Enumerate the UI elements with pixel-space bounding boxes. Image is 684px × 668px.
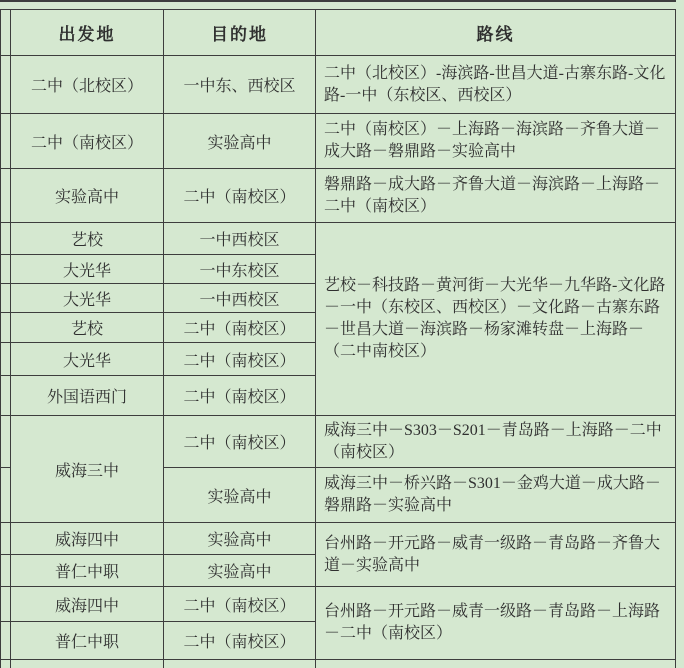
header-route: 路线 <box>316 10 676 56</box>
route-cell: 二中（北校区）-海滨路-世昌大道-古寨东路-文化路-一中（东校区、西校区） <box>316 56 676 114</box>
destination-cell: 二中（南校区） <box>164 343 316 376</box>
cropped-previous-row-border <box>0 0 676 2</box>
route-cell: 磐鼎路－成大路－齐鲁大道－海滨路－上海路－二中（南校区） <box>316 169 676 223</box>
origin-cell: 大光华 <box>11 284 164 313</box>
route-cell-merged: 台州路－开元路－威青一级路－青岛路－上海路－二中（南校区） <box>316 587 676 660</box>
destination-cell: 一中西校区 <box>164 284 316 313</box>
cropped-left-column-cell <box>1 284 11 313</box>
destination-cell: 实验高中 <box>164 468 316 523</box>
route-cell: 威海三中－S303－S201－青岛路－上海路－二中（南校区） <box>316 416 676 468</box>
cropped-left-column-cell <box>1 660 11 668</box>
destination-cell <box>164 660 316 668</box>
school-bus-route-table <box>0 9 676 668</box>
cropped-left-column-cell <box>1 523 11 555</box>
route-cell-merged: 台州路－开元路－威青一级路－青岛路－齐鲁大道－实验高中 <box>316 523 676 587</box>
destination-cell: 一中东、西校区 <box>164 56 316 114</box>
origin-cell: 普仁中职 <box>11 622 164 660</box>
destination-cell: 二中（南校区） <box>164 169 316 223</box>
route-cell: 二中（南校区）－上海路－海滨路－齐鲁大道－成大路－磐鼎路－实验高中 <box>316 114 676 169</box>
route-cell <box>316 660 676 668</box>
cropped-bottom-row <box>1 660 676 668</box>
header-origin: 出发地 <box>11 10 164 56</box>
table-row <box>1 416 676 468</box>
cropped-left-column-cell <box>1 10 11 56</box>
cropped-left-column-cell <box>1 313 11 343</box>
origin-cell: 二中（南校区） <box>11 114 164 169</box>
destination-cell: 二中（南校区） <box>164 587 316 622</box>
destination-cell: 一中西校区 <box>164 223 316 255</box>
destination-cell: 二中（南校区） <box>164 622 316 660</box>
destination-cell: 二中（南校区） <box>164 416 316 468</box>
route-cell-merged: 艺校－科技路－黄河街－大光华－九华路-文化路－一中（东校区、西校区）－文化路－古寨东路－世昌大道－海滨路－杨家滩转盘－上海路－（二中南校区） <box>316 223 676 416</box>
destination-cell: 二中（南校区） <box>164 376 316 416</box>
origin-cell: 普仁中职 <box>11 555 164 587</box>
origin-cell-merged: 威海三中 <box>11 416 164 523</box>
cropped-left-column-cell <box>1 223 11 255</box>
destination-cell: 实验高中 <box>164 114 316 169</box>
cropped-left-column-cell <box>1 622 11 660</box>
cropped-left-column-cell <box>1 169 11 223</box>
destination-cell: 实验高中 <box>164 555 316 587</box>
table-row <box>1 587 676 622</box>
table-header-row <box>1 10 676 56</box>
cropped-left-column-cell <box>1 114 11 169</box>
cropped-left-column-cell <box>1 376 11 416</box>
header-destination: 目的地 <box>164 10 316 56</box>
table-row <box>1 223 676 255</box>
cropped-left-column-cell <box>1 468 11 523</box>
table-row <box>1 169 676 223</box>
origin-cell: 大光华 <box>11 255 164 284</box>
origin-cell: 二中（北校区） <box>11 56 164 114</box>
origin-cell: 大光华 <box>11 343 164 376</box>
cropped-left-column-cell <box>1 343 11 376</box>
origin-cell: 艺校 <box>11 223 164 255</box>
origin-cell: 威海四中 <box>11 523 164 555</box>
cropped-left-column-cell <box>1 416 11 468</box>
cropped-left-column-cell <box>1 587 11 622</box>
origin-cell <box>11 660 164 668</box>
cropped-left-column-cell <box>1 56 11 114</box>
destination-cell: 二中（南校区） <box>164 313 316 343</box>
destination-cell: 实验高中 <box>164 523 316 555</box>
table-row <box>1 56 676 114</box>
origin-cell: 实验高中 <box>11 169 164 223</box>
route-cell: 威海三中－桥兴路－S301－金鸡大道－成大路－磐鼎路－实验高中 <box>316 468 676 523</box>
destination-cell: 一中东校区 <box>164 255 316 284</box>
cropped-left-column-cell <box>1 555 11 587</box>
origin-cell: 艺校 <box>11 313 164 343</box>
cropped-left-column-cell <box>1 255 11 284</box>
origin-cell: 外国语西门 <box>11 376 164 416</box>
origin-cell: 威海四中 <box>11 587 164 622</box>
table-row <box>1 523 676 555</box>
table-row <box>1 114 676 169</box>
